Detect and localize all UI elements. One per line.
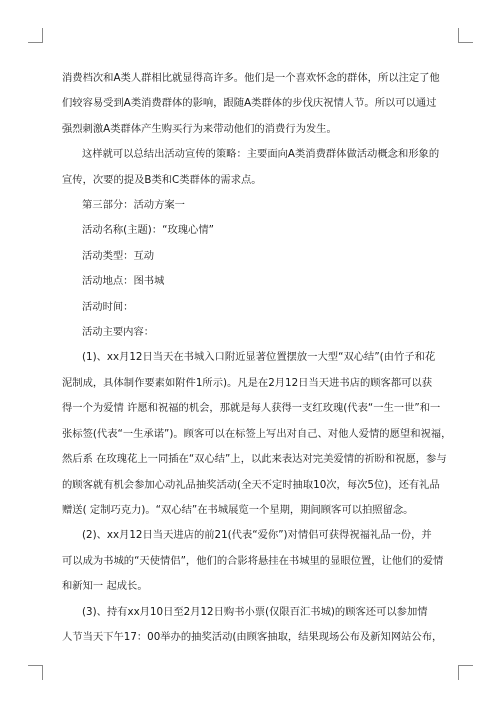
text-line: 人节当天下午17：00举办的抽奖活动(由顾客抽取，结果现场公布及新知网站公布， (62, 630, 443, 643)
text-line: 的顾客就有机会参加心动礼品抽奖活动(全天不定时抽取10次，每次5位)，还有礼品 (62, 478, 440, 491)
text-line: 强烈刺激A类群体产生购买行为来带动他们的消费行为发生。 (62, 122, 337, 135)
text-line: 然后系 在玫瑰花上一同插在“双心结”上，以此来表达对完美爱情的祈盼和祝愿，参与 (62, 453, 447, 466)
text-line: 消费档次和A类人群相比就显得高许多。他们是一个喜欢怀念的群体，所以注定了他 (62, 72, 440, 84)
crop-mark-top-left (28, 28, 43, 43)
text-line: (1)、xx月12日当天在书城入口附近显著位置摆放一大型“双心结”(由竹子和花 (82, 351, 436, 364)
text-line: 活动名称(主题)：“玫瑰心情” (82, 224, 214, 237)
text-line: 泥制成，具体制作要素如附件1所示)。凡是在2月12日当天进书店的顾客都可以获 (62, 376, 433, 389)
text-line: 第三部分：活动方案一 (82, 199, 185, 212)
text-line: 活动类型：互动 (82, 249, 155, 262)
text-line: 们较容易受到A类消费群体的影响，跟随A类群体的步伐庆祝情人节。所以可以通过 (62, 97, 437, 110)
text-line: (2)、xx月12日当天进店的前21(代表“爱你”)对情侣可获得祝福礼品一份，并 (82, 529, 432, 542)
text-line: 活动时间： (82, 300, 134, 313)
text-line: 和新知一 起成长。 (62, 580, 148, 593)
document-body (62, 66, 452, 650)
text-line: 张标签(代表“一生承诺”)。顾客可以在标签上写出对自己、对他人爱情的愿望和祝福， (62, 427, 452, 440)
text-line: 可以成为书城的“天使情侣”，他们的合影将悬挂在书城里的显眼位置，让他们的爱情 (62, 554, 444, 567)
text-line: (3)、持有xx月10日至2月12日购书小票(仅限百汇书城)的顾客还可以参加情 (82, 605, 428, 618)
crop-mark-top-right (458, 28, 473, 43)
text-line: 活动主要内容： (82, 326, 155, 339)
text-line: 宣传，次要的提及B类和C类群体的需求点。 (62, 173, 262, 186)
text-line: 这样就可以总结出活动宣传的策略：主要面向A类消费群体做活动概念和形象的 (82, 148, 440, 161)
text-line: 得一个为爱情 许愿和祝福的机会，那就是每人获得一支红玫瑰(代表“一生一世”和一 (62, 402, 441, 415)
text-line: 活动地点：图书城 (82, 275, 165, 288)
crop-mark-bottom-right (458, 665, 473, 680)
crop-mark-bottom-left (28, 665, 43, 680)
text-line: 赠送( 定制巧克力)。“双心结”在书城展览一个星期，期间顾客可以拍照留念。 (62, 503, 414, 516)
